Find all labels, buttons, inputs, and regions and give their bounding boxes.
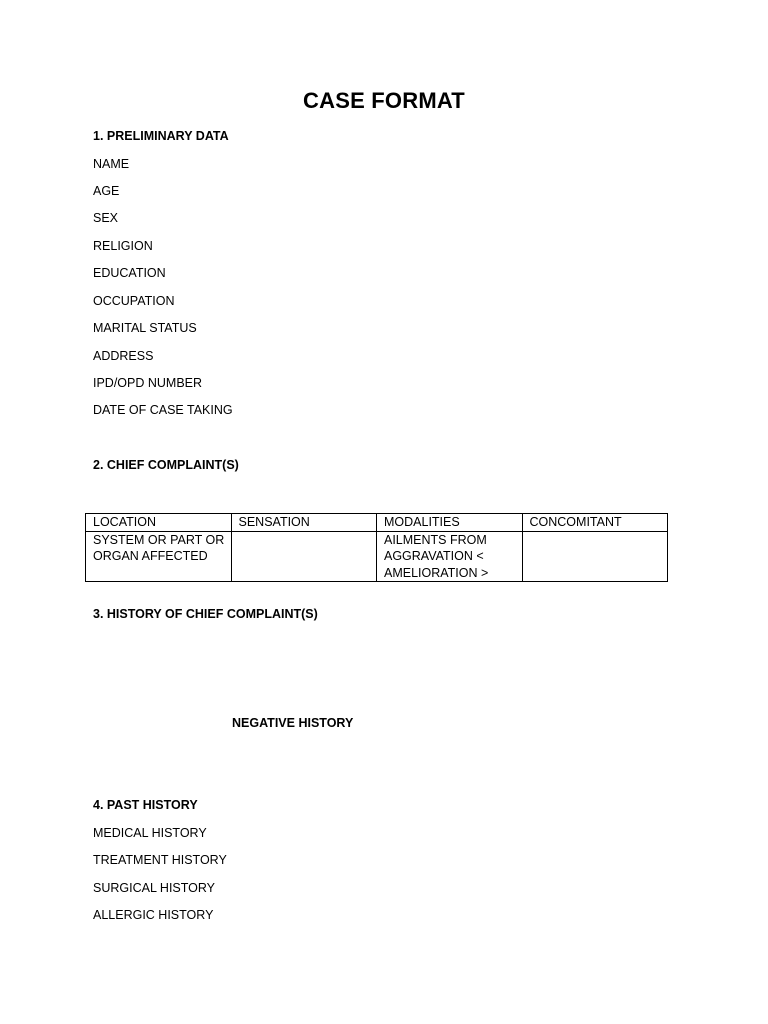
table-cell-concomitant [522, 531, 668, 582]
page-title: CASE FORMAT [303, 88, 465, 113]
table-header-modalities: MODALITIES [377, 514, 523, 532]
field-label-ipd-opd-number: IPD/OPD NUMBER [93, 376, 203, 390]
field-label-name: NAME [93, 157, 130, 171]
chief-complaint-table [85, 513, 668, 582]
table-cell-sensation [231, 531, 377, 582]
section-heading-preliminary-data: 1. PRELIMINARY DATA [93, 129, 229, 143]
table-header-row [86, 514, 668, 532]
table-header-concomitant: CONCOMITANT [522, 514, 668, 532]
field-label-date-of-case-taking: DATE OF CASE TAKING [93, 403, 233, 417]
field-label-treatment-history: TREATMENT HISTORY [93, 853, 227, 867]
table-cell-modalities: AILMENTS FROM AGGRAVATION < AMELIORATION > [377, 531, 523, 582]
section-heading-history-of-chief-complaints: 3. HISTORY OF CHIEF COMPLAINT(S) [93, 607, 318, 621]
field-label-medical-history: MEDICAL HISTORY [93, 826, 207, 840]
field-label-allergic-history: ALLERGIC HISTORY [93, 908, 214, 922]
table-header-sensation: SENSATION [231, 514, 377, 532]
field-label-occupation: OCCUPATION [93, 294, 175, 308]
field-label-marital-status: MARITAL STATUS [93, 321, 197, 335]
field-label-education: EDUCATION [93, 266, 166, 280]
table-cell-location: SYSTEM OR PART OR ORGAN AFFECTED [86, 531, 232, 582]
section-heading-past-history: 4. PAST HISTORY [93, 798, 198, 812]
section-heading-chief-complaints: 2. CHIEF COMPLAINT(S) [93, 458, 239, 472]
field-label-religion: RELIGION [93, 239, 153, 253]
negative-history-label: NEGATIVE HISTORY [232, 716, 354, 730]
table-header-location: LOCATION [86, 514, 232, 532]
field-label-age: AGE [93, 184, 120, 198]
field-label-surgical-history: SURGICAL HISTORY [93, 881, 216, 895]
field-label-address: ADDRESS [93, 349, 154, 363]
table-row [86, 531, 668, 582]
field-label-sex: SEX [93, 211, 119, 225]
